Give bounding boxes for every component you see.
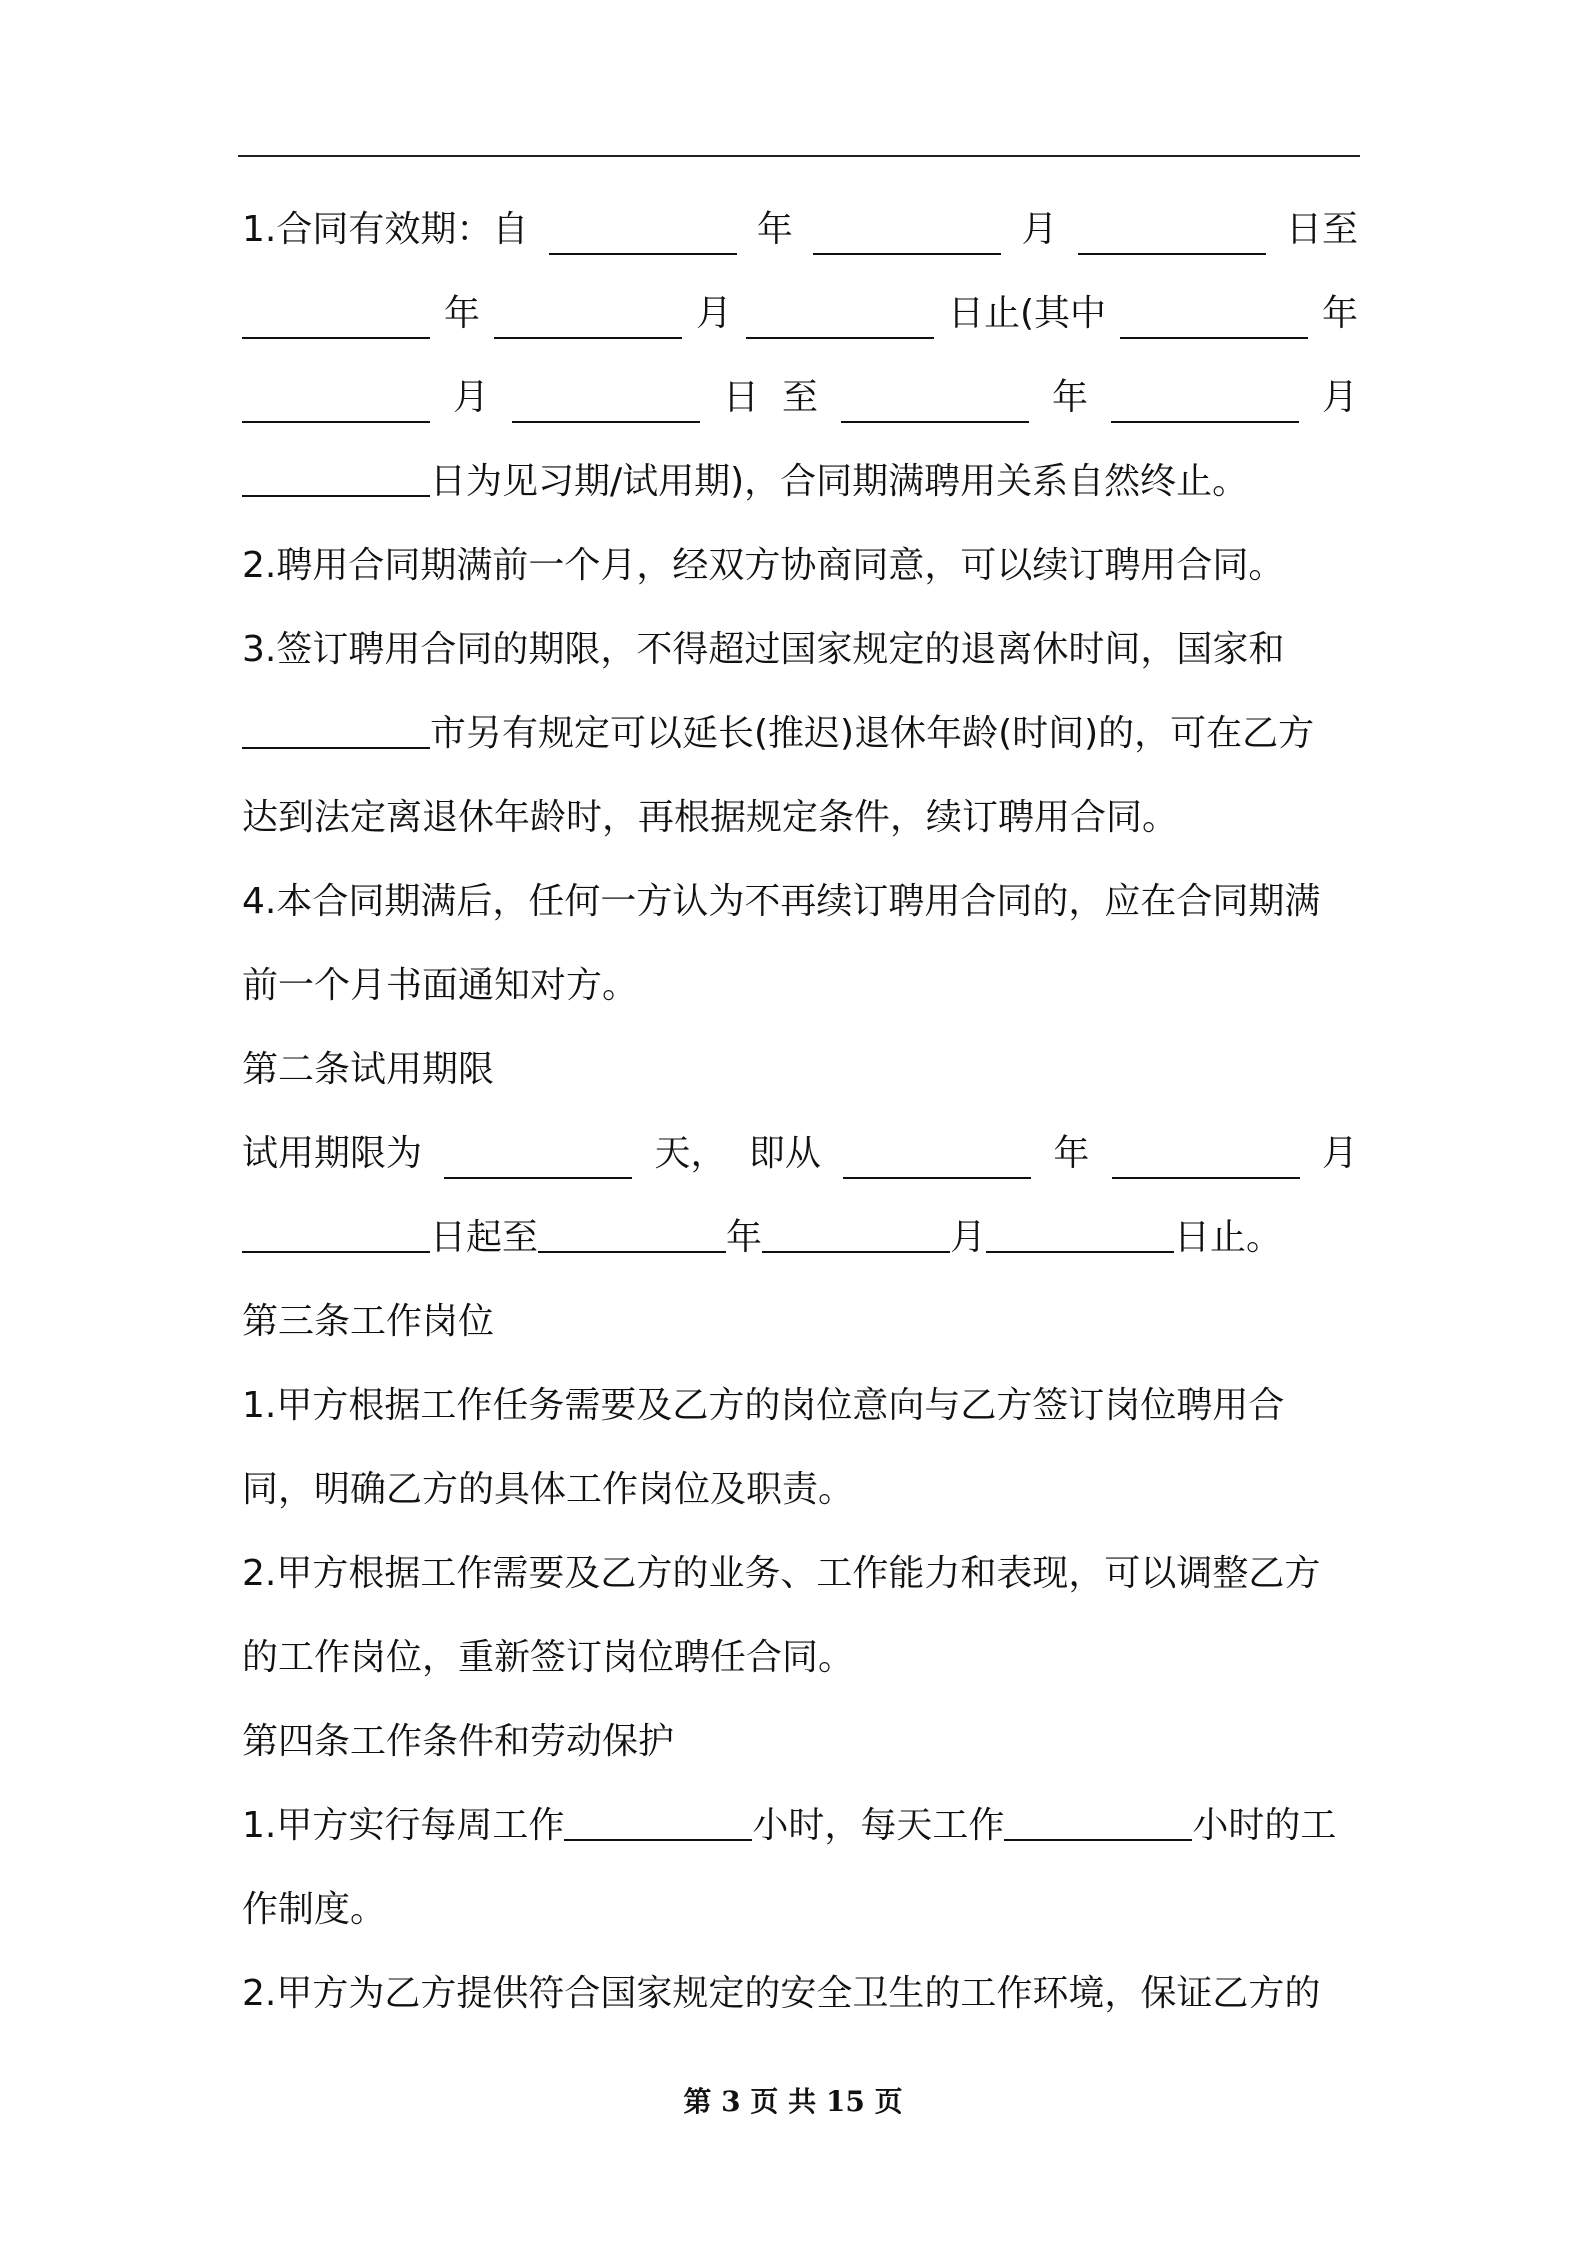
text-span: 年 <box>1051 377 1088 418</box>
text-span: 日为见习期/试用期)，合同期满聘用关系自然终止。 <box>430 461 1249 502</box>
clause-line-2 <box>242 272 1358 356</box>
text-span: 月 <box>695 293 732 334</box>
fill-blank <box>1120 297 1308 339</box>
clause-line-18: 的工作岗位，重新签订岗位聘任合同。 <box>242 1637 855 1678</box>
fill-blank <box>1004 1799 1192 1841</box>
clause-line-4 <box>242 440 1358 524</box>
text-span: 试用期限为 <box>242 1133 423 1174</box>
fill-blank <box>512 381 700 423</box>
fill-blank <box>813 213 1001 255</box>
fill-blank <box>549 213 737 255</box>
text-span: 日止。 <box>1174 1217 1283 1258</box>
clause-line-9: 4.本合同期满后，任何一方认为不再续订聘用合同的，应在合同期满 <box>242 881 1321 922</box>
text-span: 1.甲方实行每周工作 <box>242 1805 565 1846</box>
text-span: 月 <box>1321 1133 1358 1174</box>
text-span: 月 <box>950 1217 987 1258</box>
fill-blank <box>843 1137 1031 1179</box>
text-span: 天， <box>654 1133 727 1174</box>
text-span: 日 <box>722 377 759 418</box>
clause-line-3 <box>242 356 1358 440</box>
fill-blank <box>841 381 1029 423</box>
fill-blank <box>1111 381 1299 423</box>
clause-line-15: 1.甲方根据工作任务需要及乙方的岗位意向与乙方签订岗位聘用合 <box>242 1385 1285 1426</box>
page-number-footer: 第 3 页 共 15 页 <box>683 2085 903 2118</box>
clause-line-6: 3.签订聘用合同的期限，不得超过国家规定的退离休时间，国家和 <box>242 629 1285 670</box>
fill-blank <box>242 455 430 497</box>
section-heading-3: 第三条工作岗位 <box>242 1301 495 1342</box>
clause-line-8: 达到法定离退休年龄时，再根据规定条件，续订聘用合同。 <box>242 797 1179 838</box>
clause-line-16: 同，明确乙方的具体工作岗位及职责。 <box>242 1469 855 1510</box>
text-span: 日至 <box>1285 209 1358 250</box>
fill-blank <box>1112 1137 1300 1179</box>
text-span: 小时，每天工作 <box>752 1805 1005 1846</box>
text-span: 月 <box>1321 377 1358 418</box>
clause-line-21: 作制度。 <box>242 1889 387 1930</box>
fill-blank <box>242 707 430 749</box>
text-span: 日止(其中 <box>947 293 1106 334</box>
text-span: 小时的工 <box>1192 1805 1337 1846</box>
text-span: 市另有规定可以延长(推迟)退休年龄(时间)的，可在乙方 <box>430 713 1315 754</box>
clause-line-1 <box>242 188 1358 272</box>
section-heading-2: 第二条试用期限 <box>242 1049 495 1090</box>
contract-body <box>242 188 1358 2036</box>
clause-line-5: 2.聘用合同期满前一个月，经双方协商同意，可以续订聘用合同。 <box>242 545 1285 586</box>
clause-line-17: 2.甲方根据工作需要及乙方的业务、工作能力和表现，可以调整乙方 <box>242 1553 1321 1594</box>
text-span: 年 <box>443 293 480 334</box>
fill-blank <box>444 1137 632 1179</box>
fill-blank <box>762 1211 950 1253</box>
text-span: 年 <box>1053 1133 1090 1174</box>
text-span: 至 <box>781 377 818 418</box>
text-span: 月 <box>452 377 489 418</box>
clause-line-12 <box>242 1112 1358 1196</box>
clause-line-10: 前一个月书面通知对方。 <box>242 965 639 1006</box>
fill-blank <box>564 1799 752 1841</box>
section-heading-4: 第四条工作条件和劳动保护 <box>242 1721 675 1762</box>
text-span: 月 <box>1021 209 1058 250</box>
fill-blank <box>1078 213 1266 255</box>
fill-blank <box>538 1211 726 1253</box>
fill-blank <box>242 381 430 423</box>
clause-line-20 <box>242 1784 1358 1868</box>
fill-blank <box>494 297 682 339</box>
fill-blank <box>242 1211 430 1253</box>
clause-line-22: 2.甲方为乙方提供符合国家规定的安全卫生的工作环境，保证乙方的 <box>242 1973 1321 2014</box>
fill-blank <box>986 1211 1174 1253</box>
text-span: 年 <box>756 209 793 250</box>
text-span: 年 <box>726 1217 763 1258</box>
text-span: 即从 <box>748 1133 821 1174</box>
clause-line-13 <box>242 1196 1358 1280</box>
fill-blank <box>746 297 934 339</box>
header-rule <box>238 155 1360 157</box>
text-span: 年 <box>1321 293 1358 334</box>
clause-line-7 <box>242 692 1358 776</box>
text-span: 日起至 <box>430 1217 539 1258</box>
text-span: 1.合同有效期：自 <box>242 209 529 250</box>
fill-blank <box>242 297 430 339</box>
